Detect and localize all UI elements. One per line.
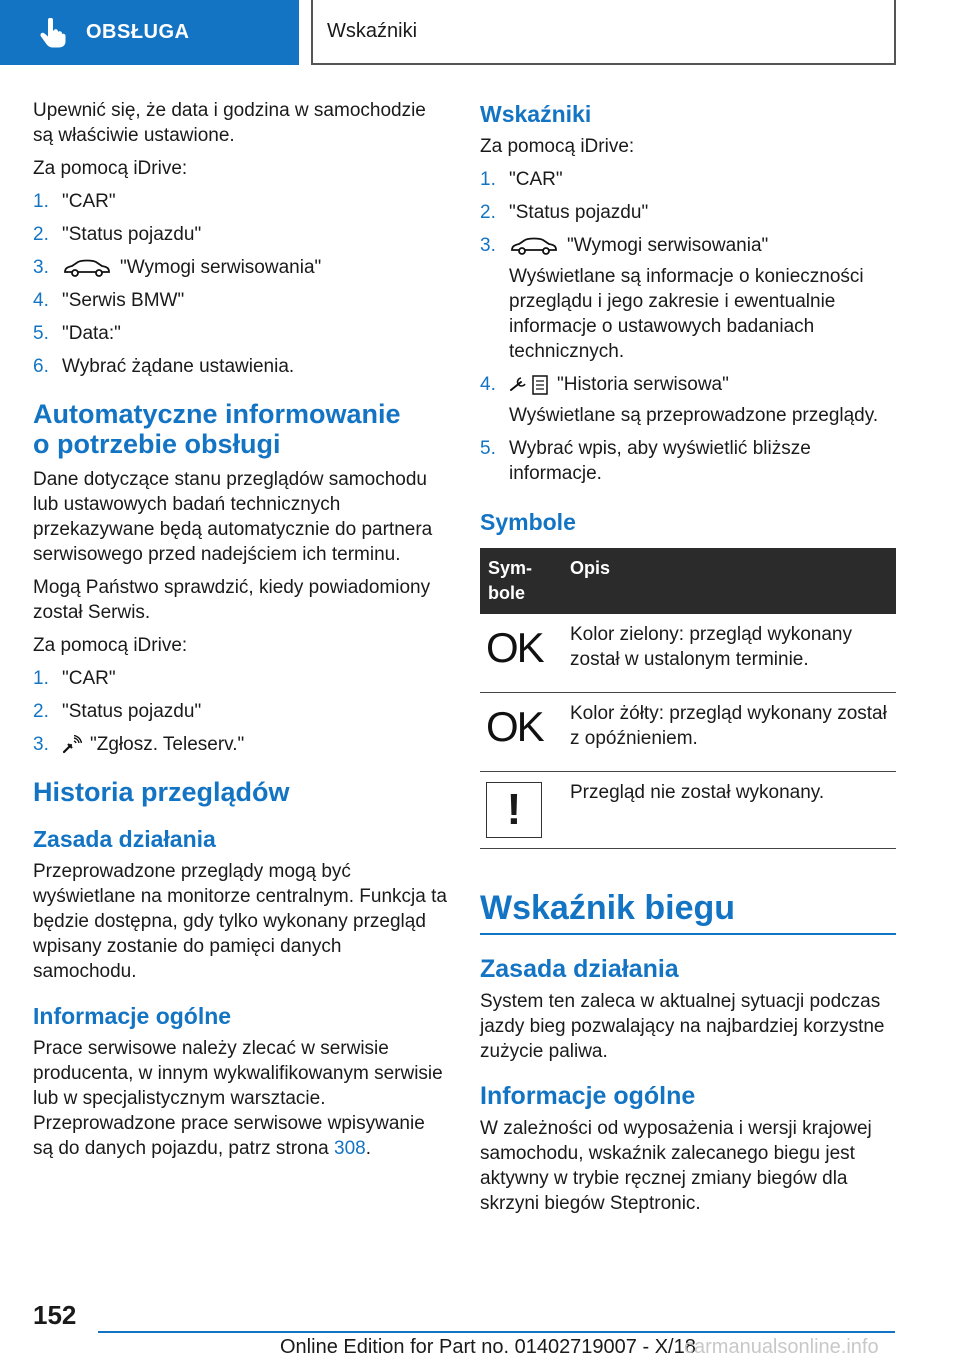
description-cell: Kolor żółty: przegląd wykonany został z opóźnieniem. — [562, 693, 896, 772]
heading-line: o potrzebie obsługi — [33, 429, 281, 459]
list-item — [480, 372, 896, 428]
description-cell: Kolor zielony: przegląd wykonany został w ustalonym terminie. — [562, 614, 896, 693]
service-history-icon — [509, 374, 549, 396]
step-text: "Status pojazdu" — [509, 202, 649, 223]
list-item — [33, 732, 449, 757]
step-number: 4. — [480, 374, 496, 395]
steps-list-date — [33, 189, 449, 379]
section-label: OBSŁUGA — [86, 21, 190, 43]
right-column — [480, 98, 896, 1224]
step-number: 2. — [33, 224, 49, 245]
step-text: "CAR" — [509, 169, 563, 190]
table-header-row — [480, 548, 896, 614]
list-item — [33, 666, 449, 691]
step-text: "Status pojazdu" — [62, 224, 202, 245]
list-item — [33, 255, 449, 280]
page-reference-link[interactable]: 308 — [334, 1138, 366, 1159]
intro-paragraph: Upewnić się, że data i godzina w samochodzie są właściwie ustawione. — [33, 100, 426, 146]
step-number: 1. — [480, 169, 496, 190]
step-number: 4. — [33, 290, 49, 311]
footer-divider — [98, 1331, 895, 1333]
heading-gear-indicator: Wskaźnik biegu — [480, 887, 896, 935]
step-text: "Serwis BMW" — [62, 290, 185, 311]
list-item — [33, 354, 449, 379]
heading-principle: Zasada działania — [33, 826, 216, 852]
punctuation: . — [365, 1138, 372, 1159]
list-item — [33, 288, 449, 313]
step-number: 5. — [33, 323, 49, 344]
step-text: "Historia serwisowa" — [557, 374, 729, 395]
list-item — [33, 189, 449, 214]
heading-symbols: Symbole — [480, 509, 576, 535]
chapter-title: Wskaźniki — [327, 20, 418, 42]
ok-symbol-icon: OK — [486, 703, 543, 750]
heading-general-info: Informacje ogólne — [33, 1003, 232, 1029]
auto-paragraph-2: Mogą Państwo sprawdzić, kiedy powiadomiony został Serwis. — [33, 577, 431, 623]
symbol-cell — [480, 614, 562, 693]
step-number: 1. — [33, 191, 49, 212]
step-text: "Data:" — [62, 323, 121, 344]
description-cell: Przegląd nie został wykonany. — [562, 772, 896, 849]
step-number: 3. — [33, 257, 49, 278]
step-text: "Wymogi serwisowania" — [567, 235, 769, 256]
list-item — [480, 436, 896, 486]
heading-indicators: Wskaźniki — [480, 101, 592, 127]
step-description: Wyświetlane są informacje o konieczności przeglądu i jego zakresie i ewentualnie informacje o ustawowych badaniach technicznych. — [509, 266, 864, 362]
step-number: 2. — [480, 202, 496, 223]
step-text: "CAR" — [62, 668, 116, 689]
step-number: 3. — [33, 734, 49, 755]
list-item — [480, 167, 896, 192]
list-item — [480, 200, 896, 225]
column-header-description: Opis — [562, 548, 896, 614]
history-paragraph: Przeprowadzone przeglądy mogą być wyświetlane na monitorze centralnym. Funkcja ta będzie dostępna, gdy tylko wykonany przegląd wpisany zostanie do pamięci danych samochodu. — [33, 861, 447, 982]
general-paragraph — [33, 1036, 449, 1161]
table-row — [480, 693, 896, 772]
column-header-symbol: Sym-bole — [480, 548, 562, 614]
heading-line: Automatyczne informowanie — [33, 399, 401, 429]
chapter-header — [311, 0, 896, 65]
gear-paragraph: System ten zaleca w aktualnej sytuacji podczas jazdy bieg pozwalający na najbardziej korzystne zużycie paliwa. — [480, 991, 885, 1062]
steps-list-indicators — [480, 167, 896, 486]
car-service-icon — [509, 236, 559, 256]
car-service-icon — [62, 258, 112, 278]
symbol-cell — [480, 693, 562, 772]
teleservice-icon — [62, 735, 82, 755]
hand-pointer-icon — [40, 18, 66, 48]
list-item — [33, 222, 449, 247]
symbol-cell — [480, 772, 562, 849]
heading-auto-info — [33, 399, 449, 459]
page-number: 152 — [33, 1300, 77, 1330]
steps-list-teleservice — [33, 666, 449, 757]
gear-general-paragraph: W zależności od wyposażenia i wersji krajowej samochodu, wskaźnik zalecanego biegu jest aktywny w trybie ręcznej zmiany biegów dla skrzyni biegów Steptronic. — [480, 1118, 872, 1214]
table-row — [480, 772, 896, 849]
exclamation-icon: ! — [486, 782, 542, 838]
list-item — [33, 699, 449, 724]
ok-symbol-icon: OK — [486, 624, 543, 671]
auto-paragraph-1: Dane dotyczące stanu przeglądów samochodu lub ustawowych badań technicznych przekazywane będą automatycznie do partnera serwisowego przed nadejściem ich terminu. — [33, 469, 433, 565]
idrive-intro: Za pomocą iDrive: — [480, 136, 635, 157]
heading-general-info: Informacje ogólne — [480, 1082, 696, 1110]
general-text: Prace serwisowe należy zlecać w serwisie producenta, w innym wykwalifikowanym serwisie lub w specjalistycznym warsztacie. Przeprowadzone prace serwisowe wpisywanie są do danych pojazdu, patrz strona — [33, 1038, 443, 1159]
step-text: "Status pojazdu" — [62, 701, 202, 722]
header-section-tab — [0, 0, 299, 65]
step-number: 5. — [480, 438, 496, 459]
step-number: 6. — [33, 356, 49, 377]
list-item — [33, 321, 449, 346]
step-text: Wybrać żądane ustawienia. — [62, 356, 295, 377]
symbols-table — [480, 548, 896, 849]
edition-text: Online Edition for Part no. 01402719007 - X/18 — [280, 1336, 696, 1358]
idrive-intro: Za pomocą iDrive: — [33, 158, 188, 179]
table-row — [480, 614, 896, 693]
step-text: "CAR" — [62, 191, 116, 212]
step-text: "Wymogi serwisowania" — [120, 257, 322, 278]
step-number: 3. — [480, 235, 496, 256]
list-item — [480, 233, 896, 364]
watermark-text: carmanualsonline.info — [684, 1336, 879, 1358]
step-text: "Zgłosz. Teleserv." — [90, 734, 245, 755]
step-text: Wybrać wpis, aby wyświetlić bliższe informacje. — [509, 438, 811, 484]
step-number: 2. — [33, 701, 49, 722]
step-description: Wyświetlane są przeprowadzone przeglądy. — [509, 405, 879, 426]
heading-service-history: Historia przeglądów — [33, 777, 290, 807]
step-number: 1. — [33, 668, 49, 689]
idrive-intro: Za pomocą iDrive: — [33, 635, 188, 656]
left-column — [33, 98, 449, 1169]
heading-principle: Zasada działania — [480, 955, 679, 983]
